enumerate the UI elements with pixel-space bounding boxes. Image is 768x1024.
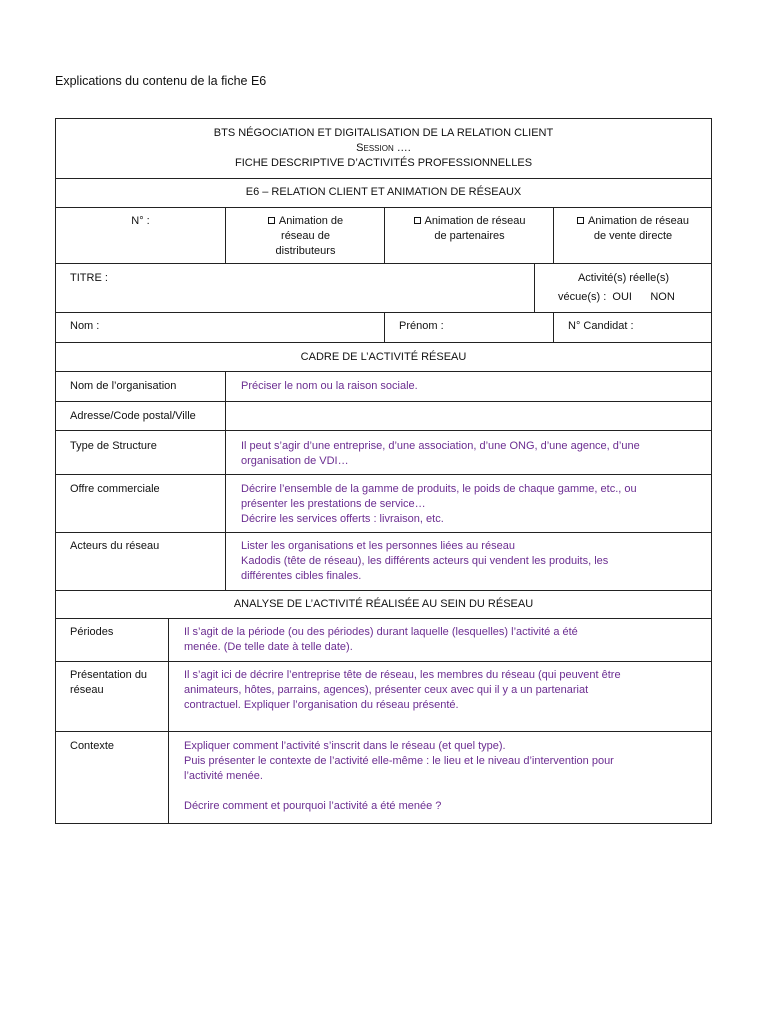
cadre-label-acteurs: Acteurs du réseau: [70, 540, 160, 552]
prenom-label: Prénom :: [399, 320, 444, 332]
text-line: Décrire l’ensemble de la gamme de produits, le poids de chaque gamme, etc., ou: [241, 483, 637, 495]
activite-reelle-label: Activité(s) réelle(s): [577, 272, 670, 284]
cadre-section-title: CADRE DE L’ACTIVITÉ RÉSEAU: [300, 351, 467, 363]
option-line: Animation de réseau: [424, 215, 526, 227]
cadre-label-structure: Type de Structure: [70, 440, 157, 452]
non-option[interactable]: NON: [650, 291, 675, 303]
cadre-text-organisation: Préciser le nom ou la raison sociale.: [241, 380, 418, 392]
activite-vecue-row: [558, 290, 675, 305]
vecues-label: vécue(s) :: [558, 291, 607, 303]
option-line: Animation de: [278, 215, 344, 227]
cadre-text-offre: [241, 482, 637, 527]
label-line: réseau: [70, 684, 104, 696]
text-line: contractuel. Expliquer l’organisation du réseau présenté.: [184, 699, 459, 711]
analyse-text-presentation: [184, 668, 621, 713]
option-line: de vente directe: [593, 230, 673, 242]
label-line: Présentation du: [70, 669, 148, 681]
text-line: présenter les prestations de service…: [241, 498, 426, 510]
analyse-label-periodes: Périodes: [70, 626, 114, 638]
text-line: Il s’agit de la période (ou des périodes) durant laquelle (lesquelles) l’activité a été: [184, 626, 578, 638]
option-line: réseau de: [281, 230, 330, 242]
titre-label: TITRE :: [70, 272, 108, 284]
option-line: Animation de réseau: [588, 215, 689, 227]
analyse-text-contexte: [184, 739, 614, 814]
analyse-text-periodes: [184, 625, 578, 655]
text-line: Décrire comment et pourquoi l’activité a été menée ?: [184, 800, 442, 812]
text-line: Kadodis (tête de réseau), les différents acteurs qui vendent les produits, les: [241, 555, 609, 567]
session-label: Session ….: [356, 142, 411, 154]
text-line: organisation de VDI…: [241, 455, 349, 467]
text-line: différentes cibles finales.: [241, 570, 362, 582]
analyse-section-title: ANALYSE DE L’ACTIVITÉ RÉALISÉE AU SEIN DU RÉSEAU: [233, 598, 534, 610]
form-subtitle: FICHE DESCRIPTIVE D’ACTIVITÉS PROFESSIONNELLES: [234, 157, 533, 169]
epreuve-title: E6 – RELATION CLIENT ET ANIMATION DE RÉSEAUX: [245, 186, 522, 198]
numero-label: N° :: [131, 215, 150, 227]
analyse-label-contexte: Contexte: [70, 740, 115, 752]
option-line: de partenaires: [434, 230, 505, 242]
cadre-text-acteurs: [241, 539, 608, 584]
cadre-text-structure: [241, 439, 640, 469]
nom-label: Nom :: [70, 320, 100, 332]
oui-option[interactable]: OUI: [612, 291, 632, 303]
cadre-label-offre: Offre commerciale: [70, 483, 160, 495]
text-line: l’activité menée.: [184, 770, 263, 782]
option-distributeurs[interactable]: [227, 214, 384, 259]
page-title: Explications du contenu de la fiche E6: [55, 74, 267, 88]
checkbox-vente-directe[interactable]: [577, 217, 584, 224]
text-line: Il peut s’agir d’une entreprise, d’une association, d’une ONG, d’une agence, d’une: [241, 440, 640, 452]
option-vente-directe[interactable]: [555, 214, 711, 244]
text-line: Puis présenter le contexte de l’activité elle-même : le lieu et le niveau d’intervention pour: [184, 755, 614, 767]
option-partenaires[interactable]: [386, 214, 553, 244]
analyse-label-presentation: [70, 668, 147, 698]
text-line: Expliquer comment l’activité s’inscrit dans le réseau (et quel type).: [184, 740, 506, 752]
activity-form: [55, 118, 712, 824]
cadre-label-adresse: Adresse/Code postal/Ville: [70, 410, 196, 422]
checkbox-partenaires[interactable]: [414, 217, 421, 224]
cadre-label-organisation: Nom de l’organisation: [70, 380, 177, 392]
text-line: animateurs, hôtes, parrains, agences), présenter ceux avec qui il y a un partenariat: [184, 684, 589, 696]
option-line: distributeurs: [275, 245, 336, 257]
text-line: menée. (De telle date à telle date).: [184, 641, 353, 653]
text-line: Décrire les services offerts : livraison, etc.: [241, 513, 444, 525]
text-line: Il s’agit ici de décrire l’entreprise tête de réseau, les membres du réseau (qui peuvent être: [184, 669, 621, 681]
text-line: Lister les organisations et les personnes liées au réseau: [241, 540, 515, 552]
form-title: BTS NÉGOCIATION ET DIGITALISATION DE LA RELATION CLIENT: [213, 127, 554, 139]
candidat-label: N° Candidat :: [568, 320, 634, 332]
checkbox-distributeurs[interactable]: [268, 217, 275, 224]
